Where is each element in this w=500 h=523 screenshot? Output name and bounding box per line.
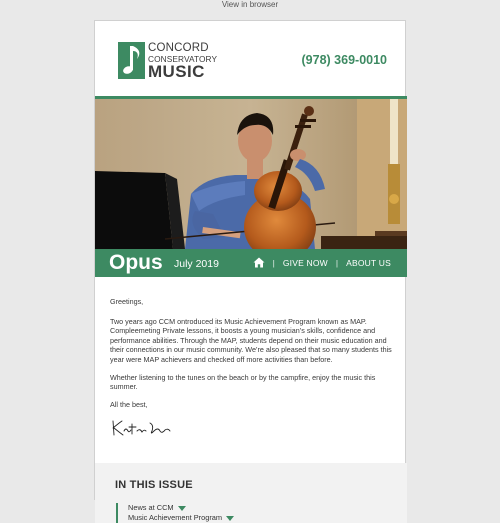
letter-body — [110, 297, 392, 442]
nav-separator: | — [335, 257, 339, 268]
about-us-link[interactable]: ABOUT US — [346, 257, 391, 268]
body-paragraph-2: Whether listening to the tunes on the beach or by the campfire, enjoy the music this summer. — [110, 372, 376, 392]
logo-line-conservatory: CONSERVATORY — [148, 54, 218, 64]
newsletter-title: Opus — [109, 251, 163, 274]
nav-separator: | — [272, 257, 275, 268]
header-nav — [253, 257, 391, 268]
issue-item-map[interactable] — [128, 513, 234, 523]
issue-item-label: Music Achievement Program — [128, 513, 223, 522]
greeting: Greetings, — [110, 297, 144, 306]
home-icon[interactable] — [253, 257, 265, 268]
give-now-link[interactable]: GIVE NOW — [282, 257, 328, 268]
caret-down-icon — [226, 516, 234, 521]
issue-item-news[interactable] — [128, 503, 234, 513]
logo-line-music: MUSIC — [148, 62, 205, 81]
issue-list — [116, 503, 234, 523]
music-note-logo-icon — [118, 42, 145, 79]
in-this-issue-heading: IN THIS ISSUE — [115, 479, 193, 491]
body-paragraph-1: Two years ago CCM ontroduced its Music Achievement Program known as MAP. Compleemeting Private lessons, it boosts a young musician’s skills, confidence and performance abilities. Through the MAP, students depend on their music education and their connections in our music community. We’re also pleased that so many students this year were MAP achievers and checked off more activities than before. — [110, 316, 392, 364]
in-this-issue-section — [95, 463, 407, 523]
issue-date: July 2019 — [174, 258, 219, 270]
email-header — [95, 21, 405, 95]
caret-down-icon — [178, 506, 186, 511]
logo-wordmark — [148, 43, 217, 79]
hero-image-cellist — [95, 99, 407, 249]
issue-item-label: News at CCM — [128, 503, 174, 512]
view-in-browser-link[interactable]: View in browser — [221, 0, 279, 9]
email-container — [94, 20, 406, 522]
closing: All the best, — [110, 399, 148, 409]
phone-number-link[interactable]: (978) 369-0010 — [301, 53, 387, 67]
signature-image — [110, 415, 174, 439]
logo[interactable] — [118, 42, 238, 82]
logo-line-concord: CONCORD — [148, 42, 209, 54]
newsletter-title-bar — [95, 249, 407, 277]
